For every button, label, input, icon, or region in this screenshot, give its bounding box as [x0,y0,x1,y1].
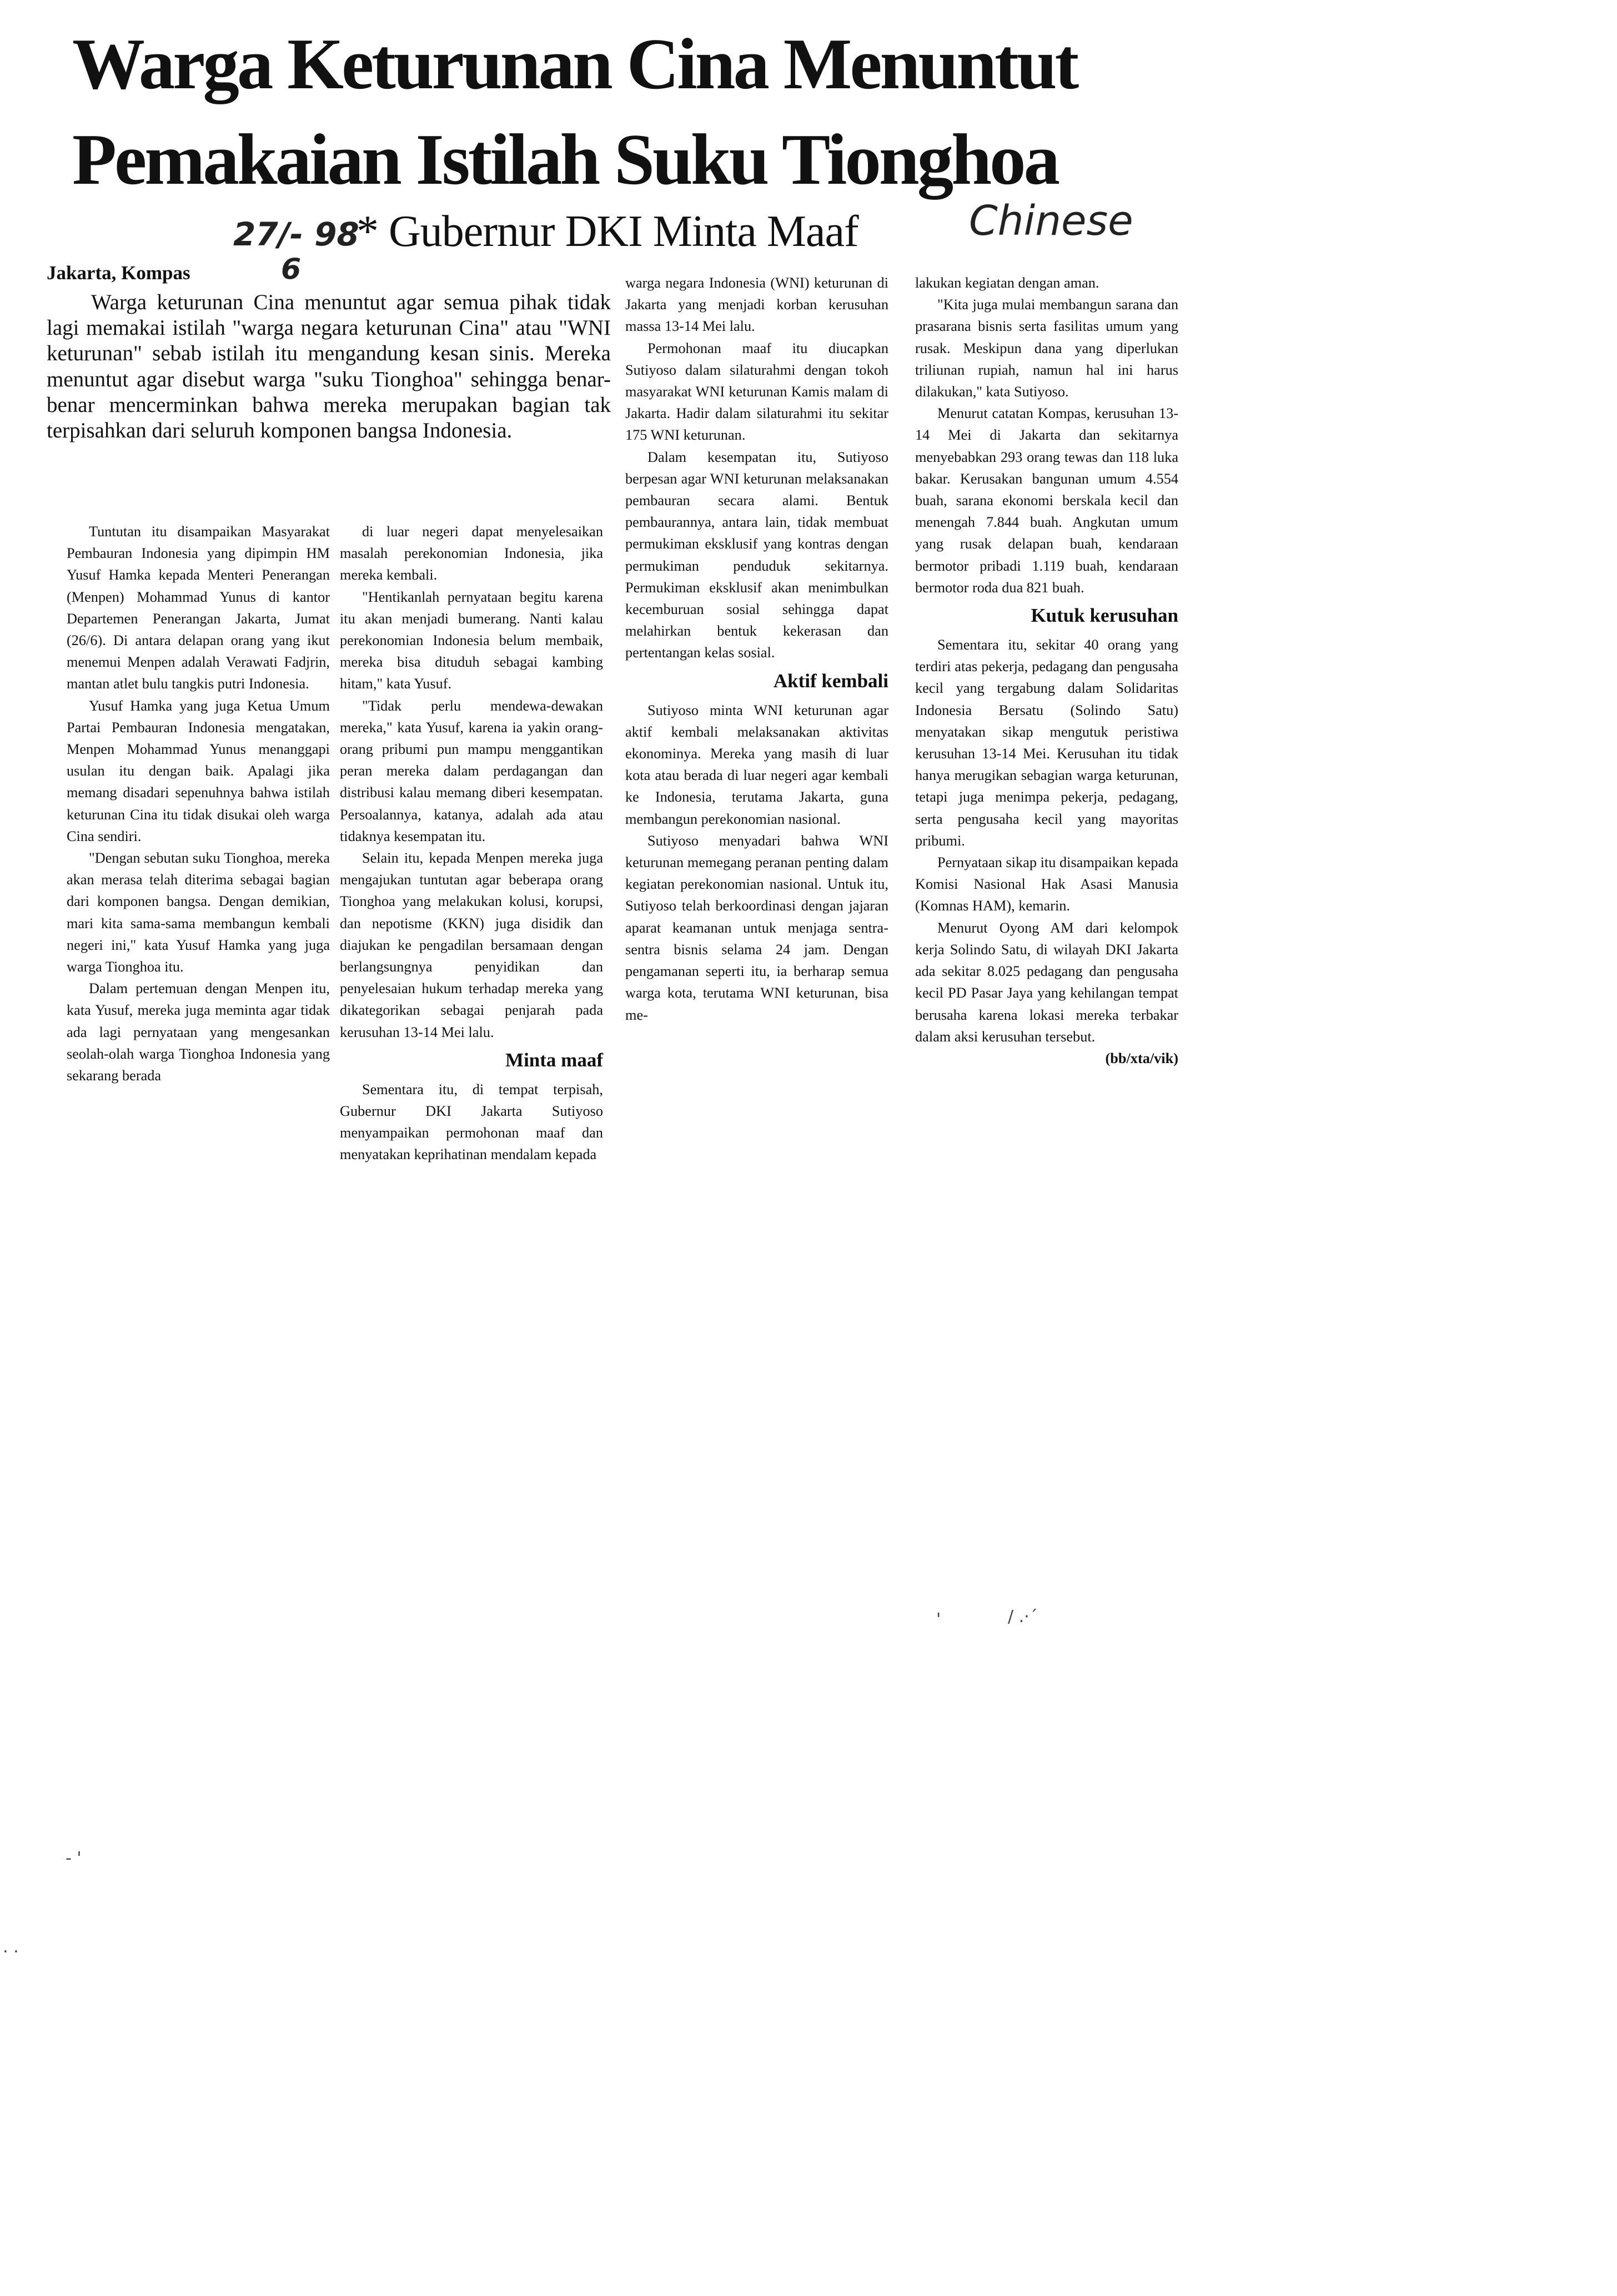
paragraph: warga negara Indonesia (WNI) keturunan di Jakarta yang menjadi korban kerusuhan massa 13-14 Mei lalu. [625,275,888,335]
article-column-2 [340,521,603,1166]
paragraph: "Dengan sebutan suku Tionghoa, mereka akan merasa telah diterima sebagai bagian dari komponen bangsa. Dengan demikian, mari kita sama-sama membangun kembali negeri ini," kata Yusuf Hamka yang juga warga Tionghoa itu. [67,850,330,975]
dateline: Jakarta, Kompas [47,262,190,284]
scan-speck: . . [3,1937,19,1957]
section-heading-minta-maaf: Minta maaf [505,1049,603,1071]
article-column-4 [915,272,1178,1069]
paragraph: lakukan kegiatan dengan aman. [915,275,1099,291]
paragraph: Dalam pertemuan dengan Menpen itu, kata Yusuf, mereka juga meminta agar tidak ada lagi pernyataan yang mengesankan seolah-olah warga Tionghoa Indonesia yang sekarang berada [67,980,330,1084]
headline-line-1: Warga Keturunan Cina Menuntut [72,24,1077,104]
scan-speck: - ' [66,1849,82,1868]
section-heading-kutuk-kerusuhan: Kutuk kerusuhan [1031,605,1178,627]
lead-paragraph: Warga keturunan Cina menuntut agar semua pihak tidak lagi memakai istilah "warga negara keturunan Cina" atau "WNI keturunan" sebab istilah itu mengandung kesan sinis. Mereka menuntut agar disebut warga "suku Tionghoa" sehingga benar-benar mencerminkan bahwa mereka merupakan bagian tak terpisahkan dari seluruh komponen bangsa Indonesia. [47,290,611,443]
subheadline: * Gubernur DKI Minta Maaf [356,207,858,256]
paragraph: Sementara itu, sekitar 40 orang yang terdiri atas pekerja, pedagang dan pengusaha kecil yang tergabung dalam Solidaritas Indonesia Bersatu (Solindo Satu) menyatakan sikap mengutuk peristiwa kerusuhan 13-14 Mei. Kerusuhan itu tidak hanya merugikan sebagian warga keturunan, tetapi juga menimpa pekerja, pedagang, serta pengusaha kecil yang mayoritas pribumi. [915,637,1178,849]
paragraph: Sutiyoso minta WNI keturunan agar aktif kembali melaksanakan aktivitas ekonominya. Mereka yang masih di luar kota atau berada di luar negeri agar kembali ke Indonesia, terutama Jakarta, guna membangun perekonomian nasional. [625,702,888,827]
scan-speck: / .·´ [1008,1607,1038,1627]
paragraph: "Kita juga mulai membangun sarana dan prasarana bisnis serta fasilitas umum yang rusak. Meskipun dana yang diperlukan triliunan rupiah, namun hal ini harus dilakukan," kata Sutiyoso. [915,296,1178,400]
handwritten-date: 27/- 98 [233,215,359,253]
paragraph: "Tidak perlu mendewa-dewakan mereka," kata Yusuf, karena ia yakin orang-orang pribumi pun mampu menggantikan peran mereka dalam perdagangan dan distribusi kalau memang diberi kesempatan. Persoalannya, katanya, adalah ada atau tidaknya kesempatan itu. [340,697,603,844]
headline-line-2: Pemakaian Istilah Suku Tionghoa [72,119,1058,200]
paragraph: Tuntutan itu disampaikan Masyarakat Pembauran Indonesia yang dipimpin HM Yusuf Hamka kepada Menteri Penerangan (Menpen) Mohammad Yunus di kantor Departemen Penerangan Jakarta, Jumat (26/6). Di antara delapan orang yang ikut menemui Menpen adalah Verawati Fadjrin, mantan atlet bulu tangkis putri Indonesia. [67,523,330,692]
paragraph: Menurut Oyong AM dari kelompok kerja Solindo Satu, di wilayah DKI Jakarta ada sekitar 8.025 pedagang dan pengusaha kecil PD Pasar Jaya yang kehilangan tempat berusaha karena lokasi mereka terbakar dalam aksi kerusuhan tersebut. [915,919,1178,1045]
scan-speck: ' [936,1610,941,1629]
paragraph: Sutiyoso menyadari bahwa WNI keturunan memegang peranan penting dalam kegiatan perekonomian nasional. Untuk itu, Sutiyoso telah berkoordinasi dengan jajaran aparat keamanan untuk menjaga sentra-sentra bisnis selama 24 jam. Dengan pengamanan seperti itu, ia berharap semua warga kota, terutama WNI keturunan, bisa me- [625,832,888,1023]
handwritten-date-month: 6 [281,253,302,286]
paragraph: Dalam kesempatan itu, Sutiyoso berpesan agar WNI keturunan melaksanakan pembauran secara alami. Bentuk pembaurannya, antara lain, tidak membuat permukiman eksklusif yang kontras dengan permukiman penduduk sekitarnya. Permukiman eksklusif akan menimbulkan kecemburuan sosial sehingga dapat melahirkan bentuk kekerasan dan pertentangan kelas sosial. [625,449,888,661]
author-signature: (bb/xta/vik) [1105,1050,1178,1066]
paragraph: di luar negeri dapat menyelesaikan masalah perekonomian Indonesia, jika mereka kembali. [340,523,603,583]
section-heading-aktif-kembali: Aktif kembali [773,669,888,692]
paragraph: Pernyataan sikap itu disampaikan kepada Komisi Nasional Hak Asasi Manusia (Komnas HAM), kemarin. [915,854,1178,914]
paragraph: Menurut catatan Kompas, kerusuhan 13-14 Mei di Jakarta dan sekitarnya menyebabkan 293 orang tewas dan 118 luka bakar. Kerusakan bangunan umum 4.554 buah, sarana ekonomi berskala kecil dan menengah 7.844 buah. Angkutan umum yang rusak delapan buah, kendaraan bermotor pribadi 1.119 buah, kendaraan bermotor roda dua 821 buah. [915,405,1178,596]
handwritten-note: Chinese [969,197,1133,245]
paragraph: Selain itu, kepada Menpen mereka juga mengajukan tuntutan agar beberapa orang Tionghoa yang melakukan kolusi, korupsi, dan nepotisme (KKN) juga disidik dan diajukan ke pengadilan bersamaan dengan berlangsungnya penyidikan dan penyelesaian hukum terhadap mereka yang dikategorikan sebagai penjarah pada kerusuhan 13-14 Mei lalu. [340,850,603,1040]
paragraph: Yusuf Hamka yang juga Ketua Umum Partai Pembauran Indonesia mengatakan, Menpen Mohammad Yunus menanggapi usulan itu dengan baik. Apalagi jika memang disadari sepenuhnya bahwa istilah keturunan Cina itu tidak disukai oleh warga Cina sendiri. [67,697,330,844]
paragraph: "Hentikanlah pernyataan begitu karena itu akan menjadi bumerang. Nanti kalau perekonomian Indonesia belum membaik, mereka bisa dituduh sebagai kambing hitam," kata Yusuf. [340,588,603,692]
article-column-3 [625,272,888,1026]
paragraph: Sementara itu, di tempat terpisah, Gubernur DKI Jakarta Sutiyoso menyampaikan permohonan maaf dan menyatakan keprihatinan mendalam kepada [340,1081,603,1163]
article-column-1 [67,521,330,1086]
paragraph: Permohonan maaf itu diucapkan Sutiyoso dalam silaturahmi dengan tokoh masyarakat WNI keturunan Kamis malam di Jakarta. Hadir dalam silaturahmi itu sekitar 175 WNI keturunan. [625,340,888,444]
